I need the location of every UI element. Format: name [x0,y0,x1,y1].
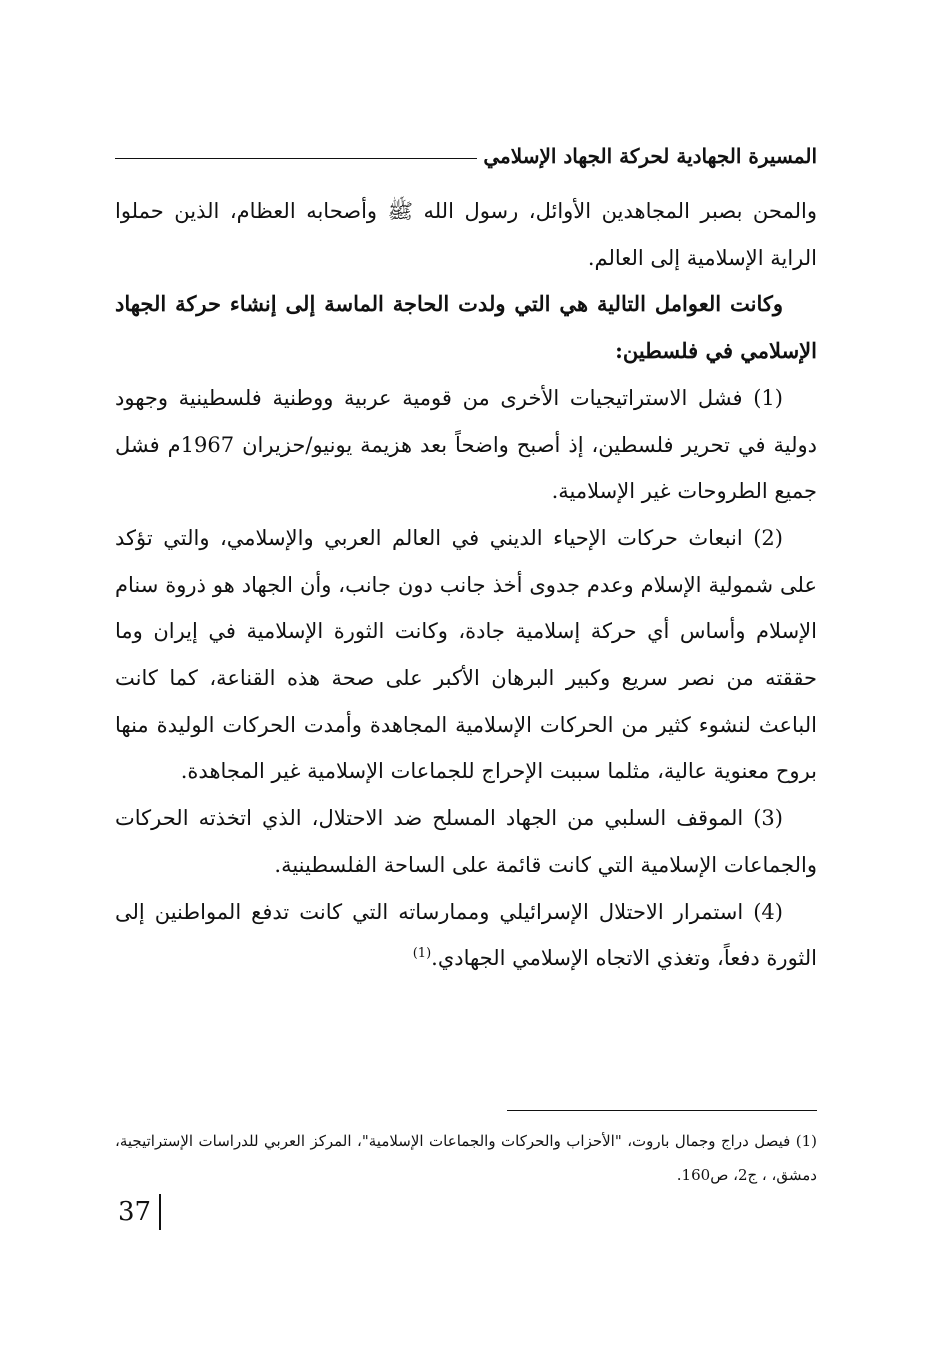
page-number: 37 [118,1197,152,1227]
paragraph-3: (1) فشل الاستراتيجيات الأخرى من قومية عربية ووطنية فلسطينية وجهود دولية في تحرير فلسطين، إذ أصبح واضحاً بعد هزيمة يونيو/حزيران 1967م فشل جميع الطروحات غير الإسلامية. [115,385,817,504]
footnotes [115,1124,817,1192]
page-number-block [118,1194,161,1230]
header-title: المسيرة الجهادية لحركة الجهاد الإسلامي [483,144,817,168]
footnote-reference[interactable]: (1) [412,946,432,962]
header-rule [115,158,477,159]
paragraph-1: والمحن بصبر المجاهدين الأوائل، رسول الله ﷺ وأصحابه العظام، الذين حملوا الراية الإسلامية إلى العالم. [115,199,817,270]
paragraph-2: وكانت العوامل التالية هي التي ولدت الحاجة الماسة إلى إنشاء حركة الجهاد الإسلامي في فلسطين: [115,291,817,364]
running-header [115,138,817,174]
paragraph-6-text: (4) استمرار الاحتلال الإسرائيلي وممارساته التي كانت تدفع المواطنين إلى الثورة دفعاً، وتغذي الاتجاه الإسلامي الجهادي. [115,899,817,971]
paragraph-4: (2) انبعاث حركات الإحياء الديني في العالم العربي والإسلامي، والتي تؤكد على شمولية الإسلام وعدم جدوى أخذ جانب دون جانب، وأن الجهاد هو ذروة سنام الإسلام وأساس أي حركة إسلامية جادة، وكانت الثورة الإسلامية في إيران وما حققته من نصر سريع وكبير البرهان الأكبر على صحة هذه القناعة، كما كانت الباعث لنشوء كثير من الحركات الإسلامية المجاهدة وأمدت الحركات الوليدة منها بروح معنوية عالية، مثلما سببت الإحراج للجماعات الإسلامية غير المجاهدة. [115,525,817,784]
paragraph-6 [115,889,817,982]
footnote-1: (1) فيصل دراج وجمال باروت، "الأحزاب والحركات والجماعات الإسلامية"، المركز العربي للدراسات الإستراتيجية، دمشق، ، ج2، ص160. [115,1132,817,1184]
page-number-bar [159,1194,161,1230]
footnote-separator [507,1110,817,1111]
main-text [115,188,817,982]
paragraph-5: (3) الموقف السلبي من الجهاد المسلح ضد الاحتلال، الذي اتخذته الحركات والجماعات الإسلامية التي كانت قائمة على الساحة الفلسطينية. [115,806,817,877]
